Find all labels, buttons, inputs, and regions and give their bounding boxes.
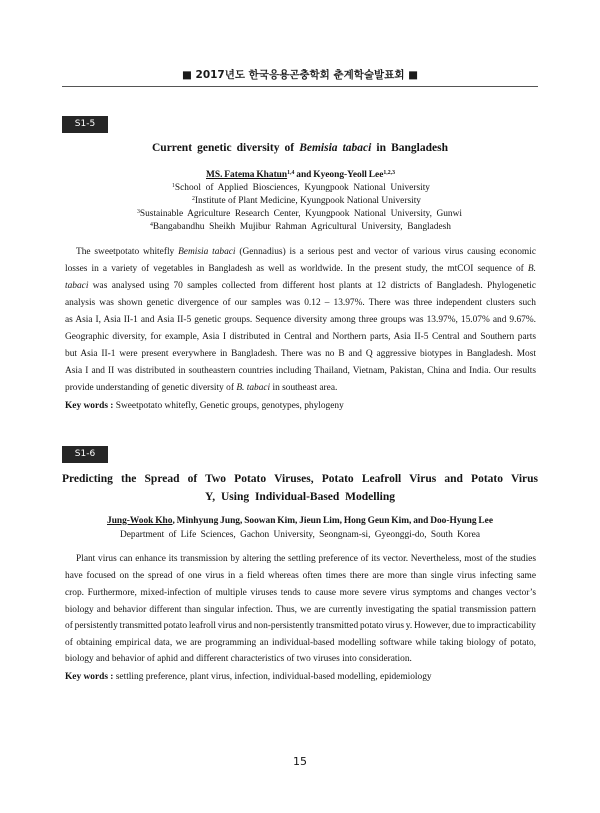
abstract-body-line: [65, 262, 536, 276]
text-run: Geographic diversity, for example, Asia I distributed in Central and Northern parts, Asia II-5 Central and Southern parts: [65, 332, 536, 342]
author-line: [107, 514, 493, 528]
text-line-content: [65, 571, 536, 581]
italic-text: tabaci: [65, 281, 89, 291]
superscript: 1: [172, 183, 175, 190]
text-line-content: [65, 654, 412, 664]
text-run: losses in a variety of vegetables in Bangladesh as well as worldwide. In the present study, the mtCOI sequence of: [65, 264, 528, 274]
abstract-title: [62, 471, 538, 487]
superscript: 3: [137, 209, 140, 216]
text-run: of persistently transmitted potato leafroll virus and non-persistently transmitted potato virus y. However, due to impracticability: [65, 621, 536, 631]
affiliation-line: [172, 181, 430, 195]
abstract-body-line: [65, 330, 536, 344]
abstract-title: [205, 489, 395, 505]
page-number: 15: [293, 755, 307, 768]
text-line-content: [65, 638, 536, 648]
header-rule: [62, 86, 538, 87]
text-line-content: [152, 142, 448, 154]
text-run: provide understanding of genetic diversity of: [65, 383, 237, 393]
text-line-content: [192, 196, 421, 206]
keywords-text: Sweetpotato whitefly, Genetic groups, genotypes, phylogeny: [115, 401, 344, 411]
text-run: Sustainable Agriculture Research Center, Kyungpook National University, Gunwi: [139, 209, 462, 219]
text-line-content: [65, 366, 536, 376]
text-line-content: [65, 621, 536, 631]
text-run: but Asia II-1 were present everywhere in Bangladesh. There was no B and Q aggressive biotypes in Bangladesh. Most: [65, 349, 536, 359]
text-run: was analysed using 70 samples collected from different host plants at 12 districts of Bangladesh. Phylogenetic: [88, 281, 536, 291]
text-line-content: [137, 209, 462, 219]
italic-text: B. tabaci: [236, 383, 271, 393]
keywords-line: [65, 399, 536, 413]
text-run: The sweetpotato whitefly: [76, 247, 179, 257]
text-line-content: [65, 281, 536, 291]
text-line-content: [65, 588, 536, 598]
text-run: have focused on the spread of one virus in a field whereas often times there are more than single virus infecting same: [65, 571, 536, 581]
abstract-title: [152, 140, 448, 156]
text-run: Asia I and II was distributed in southeastern countries including Thailand, Vietnam, Pakistan, China and India. Our results: [65, 366, 536, 376]
italic-text: B.: [527, 264, 536, 274]
abstract-body-line: [65, 364, 536, 378]
text-run: MS. Fatema Khatun: [206, 170, 288, 180]
italic-text: Bemisia tabaci: [178, 247, 236, 257]
text-line-content: [65, 298, 536, 308]
text-run: crop. Furthermore, mixed-infection of multiple viruses tends to cause more severe virus symptoms and changes vector’s: [65, 588, 536, 598]
abstract-body-line: [65, 279, 536, 293]
text-line-content: [76, 247, 536, 257]
text-run: in Bangladesh: [371, 142, 448, 154]
text-run: Department of Life Sciences, Gachon University, Seongnam-si, Gyeonggi-do, South Korea: [120, 530, 480, 540]
author-line: [206, 168, 395, 182]
text-run: Current genetic diversity of: [152, 142, 300, 154]
text-line-content: [107, 516, 493, 526]
abstract-body-line: [65, 313, 536, 327]
text-run: Predicting the Spread of Two Potato Viruses, Potato Leafroll Virus and Potato Virus: [62, 473, 538, 485]
abstract-code-badge: S1-5: [62, 116, 108, 133]
abstract-body-line: [65, 381, 536, 395]
abstract-body-line: [65, 569, 536, 583]
text-run: Jung-Wook Kho: [107, 516, 173, 526]
abstract-body-line: [65, 296, 536, 310]
proceedings-header-title: ■ 2017년도 한국응용곤충학회 춘계학술발표회 ■: [181, 69, 419, 81]
keywords-line: [65, 670, 536, 684]
keywords-label: Key words :: [65, 401, 114, 411]
text-line-content: [65, 332, 536, 342]
text-run: of obtaining empirical data, we are programming an individual-based modelling software while taking biology of potato,: [65, 638, 536, 648]
affiliation-line: [120, 528, 480, 542]
text-run: biology and behavior different than singular infection. Thus, we are currently investigating the spatial transmission pattern: [65, 605, 536, 615]
affiliation-line: [192, 194, 421, 208]
abstract-body-line: [65, 652, 536, 666]
abstract-body-line: [76, 552, 536, 566]
abstract-body-line: [65, 636, 536, 650]
text-run: as Asia I, Asia II-1 and Asia II-5 genetic groups. Sequence diversity among three groups was 13.97%, 15.07% and 9.67%.: [65, 315, 536, 325]
text-run: analysis was shown genetic divergence of our samples was 0.12 – 13.97%. There was three independent clusters such: [65, 298, 536, 308]
text-run: in southeast area.: [270, 383, 338, 393]
text-line-content: [172, 183, 430, 193]
text-line-content: [65, 383, 337, 393]
text-line-content: [65, 264, 536, 274]
text-run: Y, Using Individual-Based Modelling: [205, 491, 395, 503]
text-line-content: [65, 605, 536, 615]
affiliation-line: [137, 207, 462, 221]
superscript: 1,2,3: [383, 170, 395, 177]
abstract-body-line: [65, 603, 536, 617]
abstract-body-line: [65, 619, 536, 633]
text-run: , Minhyung Jung, Soowan Kim, Jieun Lim, Hong Geun Kim, and Doo-Hyung Lee: [172, 516, 493, 526]
text-line-content: [206, 170, 395, 180]
text-line-content: [150, 222, 451, 232]
text-run: Plant virus can enhance its transmission by altering the settling preference of its vector. Nevertheless, most of the studies: [76, 554, 536, 564]
text-run: (Gennadius) is a serious pest and vector of various virus causing economic: [235, 247, 536, 257]
text-run: School of Applied Biosciences, Kyungpook National University: [174, 183, 430, 193]
text-line-content: [120, 530, 480, 540]
text-line-content: [205, 491, 395, 503]
italic-text: Bemisia tabaci: [299, 142, 372, 154]
text-line-content: [65, 349, 536, 359]
superscript: 1,4: [287, 170, 295, 177]
keywords-text: settling preference, plant virus, infection, individual-based modelling, epidemiology: [115, 672, 432, 682]
affiliation-line: [150, 220, 451, 234]
text-run: Institute of Plant Medicine, Kyungpook National University: [194, 196, 421, 206]
text-run: biology and behavior of aphid and different characteristics of two viruses into consideration.: [65, 654, 412, 664]
keywords-label: Key words :: [65, 672, 114, 682]
text-run: Bangabandhu Sheikh Mujibur Rahman Agricultural University, Bangladesh: [152, 222, 451, 232]
abstract-code-badge: S1-6: [62, 446, 108, 463]
abstract-body-line: [76, 245, 536, 259]
text-run: and Kyeong-Yeoll Lee: [294, 170, 384, 180]
superscript: 4: [150, 222, 153, 229]
superscript: 2: [192, 196, 195, 203]
text-line-content: [76, 554, 536, 564]
abstract-body-line: [65, 347, 536, 361]
abstract-body-line: [65, 586, 536, 600]
text-line-content: [62, 473, 538, 485]
text-line-content: [65, 315, 536, 325]
